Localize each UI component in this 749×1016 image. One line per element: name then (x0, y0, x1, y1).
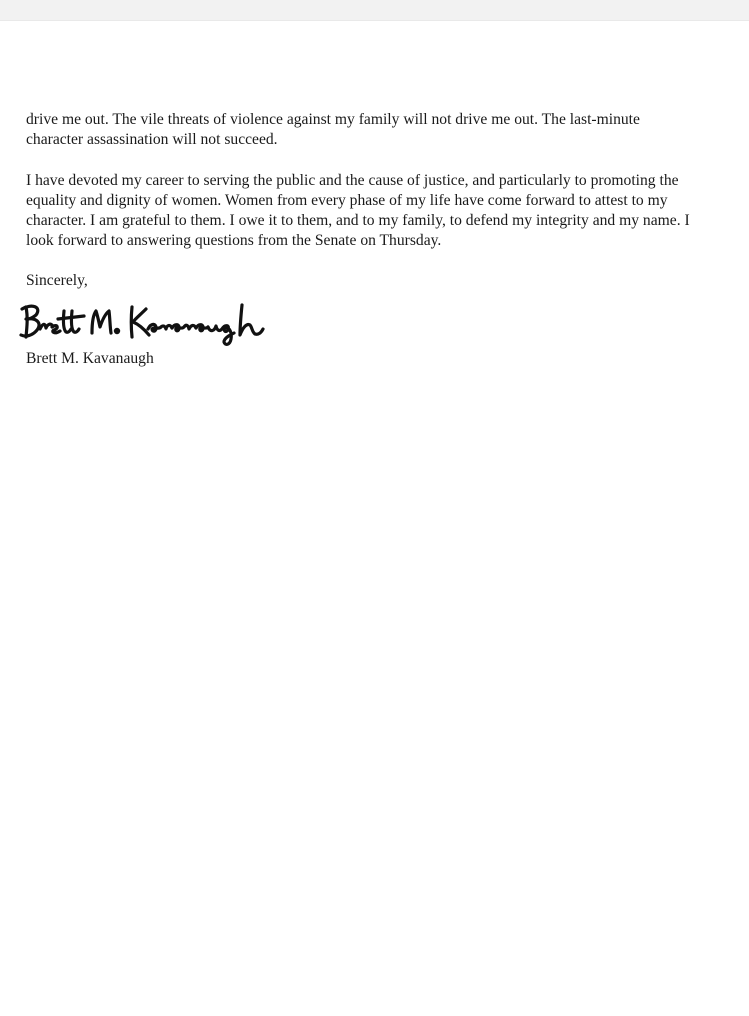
paragraph-1: drive me out. The vile threats of violence against my family will not drive me out. The last-minute character assassination will not succeed. (26, 111, 640, 149)
signed-name: Brett M. Kavanaugh (26, 350, 154, 368)
paragraph-2: I have devoted my career to serving the public and the cause of justice, and particularly to promoting the equality and dignity of women. Women from every phase of my life have come forward to attest to my character. I am grateful to them. I owe it to them, and to my family, to defend my integrity and my name. I look forward to answering questions from the Senate on Thursday. (26, 171, 690, 250)
closing: Sincerely, (26, 271, 88, 289)
handwritten-signature (18, 299, 288, 347)
document-page (0, 21, 749, 1016)
top-strip (0, 0, 749, 21)
letter-body (26, 110, 696, 369)
